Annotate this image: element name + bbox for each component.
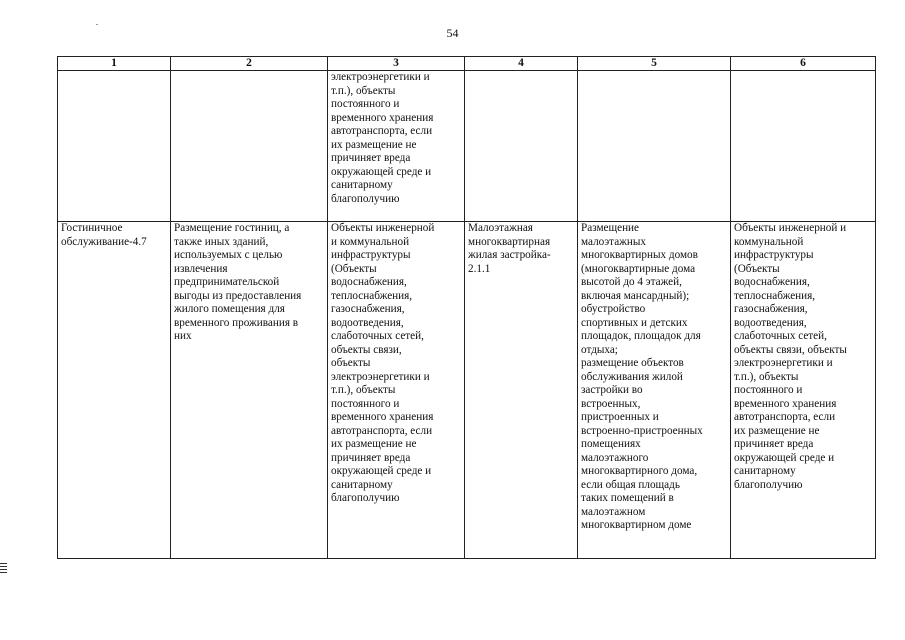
- table-header-row: [58, 57, 876, 71]
- table-cell: [731, 71, 876, 222]
- table-cell: [328, 222, 465, 559]
- table-cell: [578, 71, 731, 222]
- table-row-continued: [58, 71, 876, 222]
- column-header: 5: [578, 57, 731, 71]
- cell-text: Размещение малоэтажных многоквартирных домов (многоквартирные дома высотой до 4 этажей, включая мансардный); обустройство спортивных и детских площадок, площадок для отдыха; размещение объектов обслуживания жилой застройки во встроенных, пристроенных и встроенно-пристроенных помещениях малоэтажного многоквартирного дома, если общая площадь таких помещений в малоэтажном многоквартирном доме: [581, 222, 703, 531]
- table-cell: [171, 222, 328, 559]
- table-cell: [465, 71, 578, 222]
- cell-text: электроэнергетики и т.п.), объекты постоянного и временного хранения автотранспорта, если их размещение не причиняет вреда окружающей среде и санитарному благополучию: [331, 71, 434, 205]
- scan-speck: [96, 24, 98, 25]
- table-cell: [465, 222, 578, 559]
- column-header: 1: [58, 57, 171, 71]
- table-cell: [58, 222, 171, 559]
- page-number: 54: [446, 26, 459, 40]
- cell-text: Гостиничное обслуживание-4.7: [61, 222, 147, 248]
- table-cell: [171, 71, 328, 222]
- cell-text: Объекты инженерной и коммунальной инфраструктуры (Объекты водоснабжения, теплоснабжения, газоснабжения, водоотведения, слаботочных сетей, объекты связи, объекты электроэнергетики и т.п.), объекты постоянного и временного хранения автотранспорта, если их размещение не причиняет вреда окружающей среде и санитарному благополучию: [331, 222, 435, 504]
- table-cell: [58, 71, 171, 222]
- column-header: 6: [731, 57, 876, 71]
- table-cell: [328, 71, 465, 222]
- table-cell: [578, 222, 731, 559]
- cell-text: Размещение гостиниц, а также иных зданий, используемых с целью извлечения предпринимательской выгоды из предоставления жилого помещения для временного проживания в них: [174, 222, 302, 342]
- column-header: 4: [465, 57, 578, 71]
- cell-text: Объекты инженерной и коммунальной инфраструктуры (Объекты водоснабжения, теплоснабжения, газоснабжения, водоотведения, слаботочных сетей, объекты связи, объекты электроэнергетики и т.п.), объекты постоянного и временного хранения автотранспорта, если их размещение не причиняет вреда окружающей среде и санитарному благополучию: [734, 222, 847, 491]
- table-cell: [731, 222, 876, 559]
- column-header: 3: [328, 57, 465, 71]
- table-row-hotel-service: [58, 222, 876, 559]
- column-header: 2: [171, 57, 328, 71]
- cell-text: Малоэтажная многоквартирная жилая застройка- 2.1.1: [468, 222, 551, 275]
- document-table: [57, 56, 876, 559]
- binding-edge-mark: [0, 563, 7, 575]
